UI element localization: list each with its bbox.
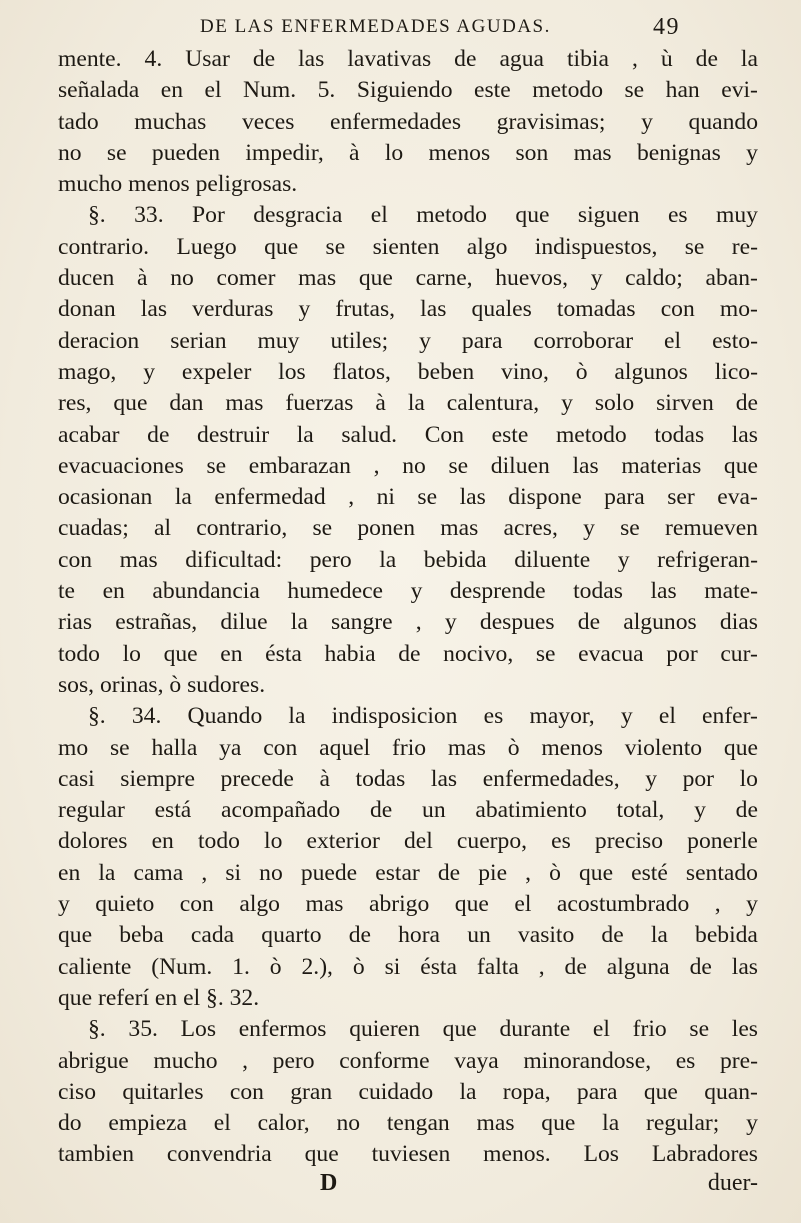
- page-number: 49: [653, 14, 680, 40]
- text-line: mo se halla ya con aquel frio mas ò menos violento que: [58, 734, 758, 761]
- text-line: evacuaciones se embarazan , no se diluen las materias que: [58, 452, 758, 479]
- page-footer: [58, 1170, 758, 1202]
- text-line: tado muchas veces enfermedades gravisimas; y quando: [58, 108, 758, 135]
- text-line: mago, y expeler los flatos, beben vino, ò algunos lico-: [58, 358, 758, 385]
- catchword: duer-: [707, 1170, 758, 1196]
- text-line: que referí en el §. 32.: [58, 984, 260, 1011]
- text-line: ciso quitarles con gran cuidado la ropa, para que quan-: [58, 1078, 758, 1105]
- text-line: deracion serian muy utiles; y para corroborar el esto-: [58, 327, 758, 354]
- text-line: rias estrañas, dilue la sangre , y despues de algunos dias: [58, 609, 758, 636]
- text-line: casi siempre precede à todas las enfermedades, y por lo: [58, 765, 758, 792]
- page-header: [200, 14, 680, 44]
- text-line: regular está acompañado de un abatimiento total, y de: [58, 797, 758, 824]
- text-line: sos, orinas, ò sudores.: [58, 671, 266, 698]
- text-line: contrario. Luego que se sienten algo indispuestos, se re-: [58, 233, 758, 260]
- text-line: y quieto con algo mas abrigo que el acostumbrado , y: [58, 891, 758, 918]
- text-line: do empieza el calor, no tengan mas que la regular; y: [58, 1110, 758, 1137]
- text-line: mente. 4. Usar de las lavativas de agua tibia , ù de la: [58, 46, 758, 72]
- text-line: en la cama , si no puede estar de pie , ò que esté sentado: [58, 859, 758, 886]
- text-line: ocasionan la enfermedad , ni se las dispone para ser eva-: [58, 484, 758, 511]
- running-title: DE LAS ENFERMEDADES AGUDAS.: [200, 16, 551, 37]
- text-line: te en abundancia humedece y desprende todas las mate-: [58, 578, 758, 605]
- text-line: acabar de destruir la salud. Con este metodo todas las: [58, 421, 758, 448]
- text-line: señalada en el Num. 5. Siguiendo este metodo se han evi-: [58, 77, 758, 104]
- text-line: abrigue mucho , pero conforme vaya minorandose, es pre-: [58, 1047, 758, 1074]
- text-line: no se pueden impedir, à lo menos son mas benignas y: [58, 139, 758, 166]
- body-text: [58, 44, 758, 1171]
- text-line: tambien convendria que tuviesen menos. Los Labradores: [58, 1141, 758, 1168]
- text-line: §. 34. Quando la indisposicion es mayor, y el enfer-: [88, 703, 758, 730]
- text-line: con mas dificultad: pero la bebida diluente y refrigeran-: [58, 546, 758, 573]
- text-line: ducen à no comer mas que carne, huevos, y caldo; aban-: [58, 265, 758, 292]
- text-line: dolores en todo lo exterior del cuerpo, es preciso ponerle: [58, 828, 758, 855]
- text-line: todo lo que en ésta habia de nocivo, se evacua por cur-: [58, 640, 758, 667]
- text-line: res, que dan mas fuerzas à la calentura, y solo sirven de: [58, 390, 758, 417]
- text-line: mucho menos peligrosas.: [58, 171, 298, 198]
- text-line: donan las verduras y frutas, las quales tomadas con mo-: [58, 296, 758, 323]
- text-line: §. 35. Los enfermos quieren que durante el frio se les: [88, 1016, 758, 1043]
- text-line: caliente (Num. 1. ò 2.), ò si ésta falta , de alguna de las: [58, 953, 758, 980]
- signature-mark: D: [320, 1170, 338, 1196]
- text-line: cuadas; al contrario, se ponen mas acres, y se remueven: [58, 515, 758, 542]
- text-line: §. 33. Por desgracia el metodo que siguen es muy: [88, 202, 758, 229]
- text-line: que beba cada quarto de hora un vasito de la bebida: [58, 922, 758, 949]
